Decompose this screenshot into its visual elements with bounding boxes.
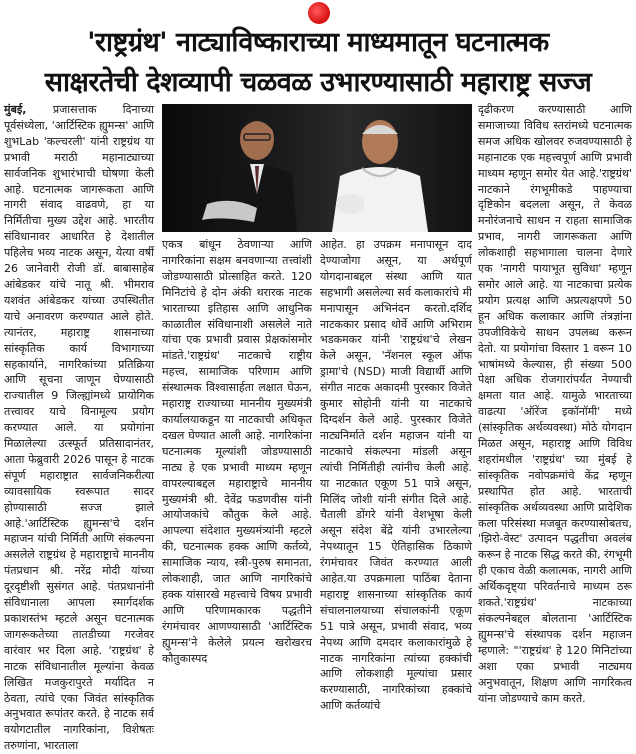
article-text-middle-2: आहेत. हा उपक्रम मनापासून दाद देण्याजोगा असून, या अर्थपूर्ण योगदानाबद्दल संस्था आणि यात सहभागी असलेल्या सर्व कलाकारांचे मी मनापासून अभिनंदन करतो.दर्शिद नाटककार प्रसाद थोर्वे आणि अभिराम भडकमकर यांनी 'राष्ट्रग्रंथ'चे लेखन केले असून, 'नॅशनल स्कूल ऑफ ड्रामा'चे (NSD) माजी विद्यार्थी आणि संगीत नाटक अकादमी पुरस्कार विजेते कुमार सोहोनी यांनी या नाटकाचे दिग्दर्शन केले आहे. पुरस्कार विजेते नाट्यनिर्माते दर्शन महाजन यांनी या नाटकाचे संकल्पना मांडली असून त्यांची निर्मितीही त्यांनीच केली आहे. या नाटकात एकूण 51 पात्रे असून, मिलिंद जोशी यांनी संगीत दिले आहे. चैताली डोंगरे यांनी वेशभूषा केली असून संदेश बेंद्रे यांनी उभारलेल्या नेपथ्यातून 15 ऐतिहासिक ठिकाणे रंगमंचावर जिवंत करण्यात आली आहेत.या उपक्रमाला पाठिंबा देताना महाराष्ट्र शासनाच्या सांस्कृतिक कार्य संचालनालयाच्या संचालकांनी एकूण 51 पात्रे असून, प्रभावी संवाद, भव्य नेपथ्य आणि दमदार कलाकारांमुळे हे नाटक नागरिकांना त्यांच्या हक्कांची आणि लोकशाही मूल्यांचा प्रसार करण्यासाठी, नागरिकांच्या हक्कांचे आणि कर्तव्यांचे — [320, 238, 472, 713]
article-text-middle-1: एकत्र बांधून ठेवणाऱ्या आणि नागरिकांना सक्षम बनवणाऱ्या तत्त्वांशी जोडण्यासाठी प्रोत्साहित करते. 120 मिनिटांचे हे दोन अंकी थरारक नाटक भारताच्या इतिहास आणि आधुनिक काळातील संविधानाशी असलेले नाते यांचा एक प्रभावी प्रवास प्रेक्षकांसमोर मांडते.'राष्ट्रग्रंथ' नाटकाचे राष्ट्रीय महत्त्व, सामाजिक परिणाम आणि संस्थात्मक विश्वासार्हता लक्षात घेऊन, महाराष्ट्र राज्याच्या माननीय मुख्यमंत्री कार्यालयाकडून या नाटकाची अधिकृत दखल घेण्यात आली आहे. नागरिकांना घटनात्मक मूल्यांशी जोडण्यासाठी नाट्य हे एक प्रभावी माध्यम म्हणून वापरल्याबद्दल महाराष्ट्राचे माननीय मुख्यमंत्री श्री. देवेंद्र फडणवीस यांनी आयोजकांचे कौतुक केले आहे. आपल्या संदेशात मुख्यमंत्र्यांनी म्हटले की, घटनात्मक हक्क आणि कर्तव्ये, सामाजिक न्याय, स्त्री-पुरुष समानता, लोकशाही, जात आणि नागरिकांचे हक्क यांसारखे महत्त्वाचे विषय प्रभावी आणि परिणामकारक पद्धतीने रंगमंचावर आणण्यासाठी 'आर्टिस्टिक ह्युमन्स'ने केलेले प्रयत्न खरोखरच कौतुकास्पद — [162, 238, 312, 665]
headline-line-2: साक्षरतेची देशव्यापी चळवळ उभारण्यासाठी महाराष्ट्र सज्ज — [44, 67, 592, 98]
article-column-left — [4, 102, 154, 753]
article-column-right — [478, 102, 632, 705]
article-column-middle-1 — [162, 237, 312, 665]
photo-two-men-seated — [162, 104, 472, 232]
article-column-middle-2 — [320, 237, 472, 713]
article-photo — [162, 104, 472, 232]
newspaper-logo-dot — [308, 2, 330, 24]
article-text-left: प्रजासत्ताक दिनाच्या पूर्वसंध्येला, 'आर्टिस्टिक ह्युमन्स' आणि शुभLab 'कल्चरली' यांनी राष्ट्रग्रंथ या प्रभावी मराठी महानाट्याच्या सार्वजनिक शुभारंभाची घोषणा केली आहे. घटनात्मक जागरूकता आणि नागरी संवाद वाढवणे, हा या निर्मितीचा मुख्य उद्देश आहे. भारतीय संविधानावर आधारित हे देशातील पहिलेच भव्य नाटक असून, येत्या वर्षी 26 जानेवारी रोजी डॉ. बाबासाहेब आंबेडकर यांचे नातू श्री. भीमराव यशवंत आंबेडकर यांच्या उपस्थितीत याचे अनावरण करण्यात आले होते. त्यानंतर, महाराष्ट्र शासनाच्या सांस्कृतिक कार्य विभागाच्या सहकार्याने, नागरिकांच्या प्रतिक्रिया आणि सूचना जाणून घेण्यासाठी राज्यातील 9 जिल्ह्यांमध्ये प्रायोगिक तत्त्वावर याचे विनामूल्य प्रयोग करण्यात आले. या प्रयोगांना मिळालेल्या उत्स्फूर्त प्रतिसादानंतर, आता फेब्रुवारी 2026 पासून हे नाटक संपूर्ण महाराष्ट्रात सार्वजनिकरीत्या व्यावसायिक स्वरूपात सादर होण्यासाठी सज्ज झाले आहे.'आर्टिस्टिक ह्युमन्स'चे दर्शन महाजन यांची निर्मिती आणि संकल्पना असलेले राष्ट्रग्रंथ हे महाराष्ट्राचे माननीय पंतप्रधान श्री. नरेंद्र मोदी यांच्या दूरदृष्टीशी सुसंगत आहे. पंतप्रधानांनी संविधानाला आपला स्मार्गदर्शक प्रकाशस्तंभ म्हटले असून घटनात्मक जागरूकतेच्या तातडीच्या गरजेवर वारंवार भर दिला आहे. 'राष्ट्रग्रंथ' हे नाटक संविधानातील मूल्यांना केवळ लिखित मजकुरापुरते मर्यादित न ठेवता, त्यांचे एका जिवंत सांस्कृतिक अनुभवात रूपांतर करते. हे नाटक सर्व वयोगटातील नागरिकांना, विशेषतः तरुणांना, भारताला — [4, 103, 154, 753]
headline-line-1: 'राष्ट्रग्रंथ' नाट्याविष्काराच्या माध्यमातून घटनात्मक — [87, 27, 549, 58]
article-dateline: मुंबई, — [4, 103, 27, 116]
article-text-right: दृढीकरण करण्यासाठी आणि समाजाच्या विविध स्तरांमध्ये घटनात्मक समज अधिक खोलवर रुजवण्यासाठी हे महानाटक एक महत्त्वपूर्ण आणि प्रभावी माध्यम म्हणून समोर येत आहे.'राष्ट्रग्रंथ' नाटकाने रंगभूमीकडे पाहण्याचा दृष्टिकोन बदलला असून, ते केवळ मनोरंजनाचे साधन न राहता सामाजिक प्रभाव, नागरी जागरूकता आणि लोकशाही सहभागाला चालना देणारे एक 'नागरी पायाभूत सुविधा' म्हणून समोर आले आहे. या नाटकाचा प्रत्येक प्रयोग प्रत्यक्ष आणि अप्रत्यक्षपणे 50 हून अधिक कलाकार आणि तंत्रज्ञांना उपजीविकेचे साधन उपलब्ध करून देतो. या प्रयोगांचा विस्तार 1 वरून 10 भाषांमध्ये केल्यास, ही संख्या 500 पेक्षा अधिक रोजगारांपर्यंत नेण्याची क्षमता यात आहे. यामुळे भारताच्या वाढत्या 'ऑरेंज इकॉनॉमी' मध्ये (सांस्कृतिक अर्थव्यवस्था) मोठे योगदान मिळत असून, महाराष्ट्र आणि विविध शहरांमधील 'राष्ट्रग्रंथ' च्या मुंबई हे सांस्कृतिक नवोपक्रमांचे केंद्र म्हणून प्रस्थापित होत आहे. भारताची सांस्कृतिक अर्थव्यवस्था आणि प्रादेशिक कला परिसंस्था मजबूत करण्यासोबतच, 'झिरो-वेस्ट' उत्पादन पद्धतीचा अवलंब करून हे नाटक सिद्ध करते की, रंगभूमी ही एकाच वेळी कलात्मक, नागरी आणि अर्थिकदृष्ट्या परिवर्तनाचे माध्यम ठरू शकते.'राष्ट्रग्रंथ' नाटकाच्या संकल्पनेबद्दल बोलताना 'आर्टिस्टिक ह्युमन्स'चे संस्थापक दर्शन महाजन म्हणाले: "'राष्ट्रग्रंथ' हे 120 मिनिटांच्या अशा एका प्रभावी नाट्यमय अनुभवातून, शिक्षण आणि नागरिकत्व यांना जोडण्याचे काम करते. — [478, 103, 632, 705]
